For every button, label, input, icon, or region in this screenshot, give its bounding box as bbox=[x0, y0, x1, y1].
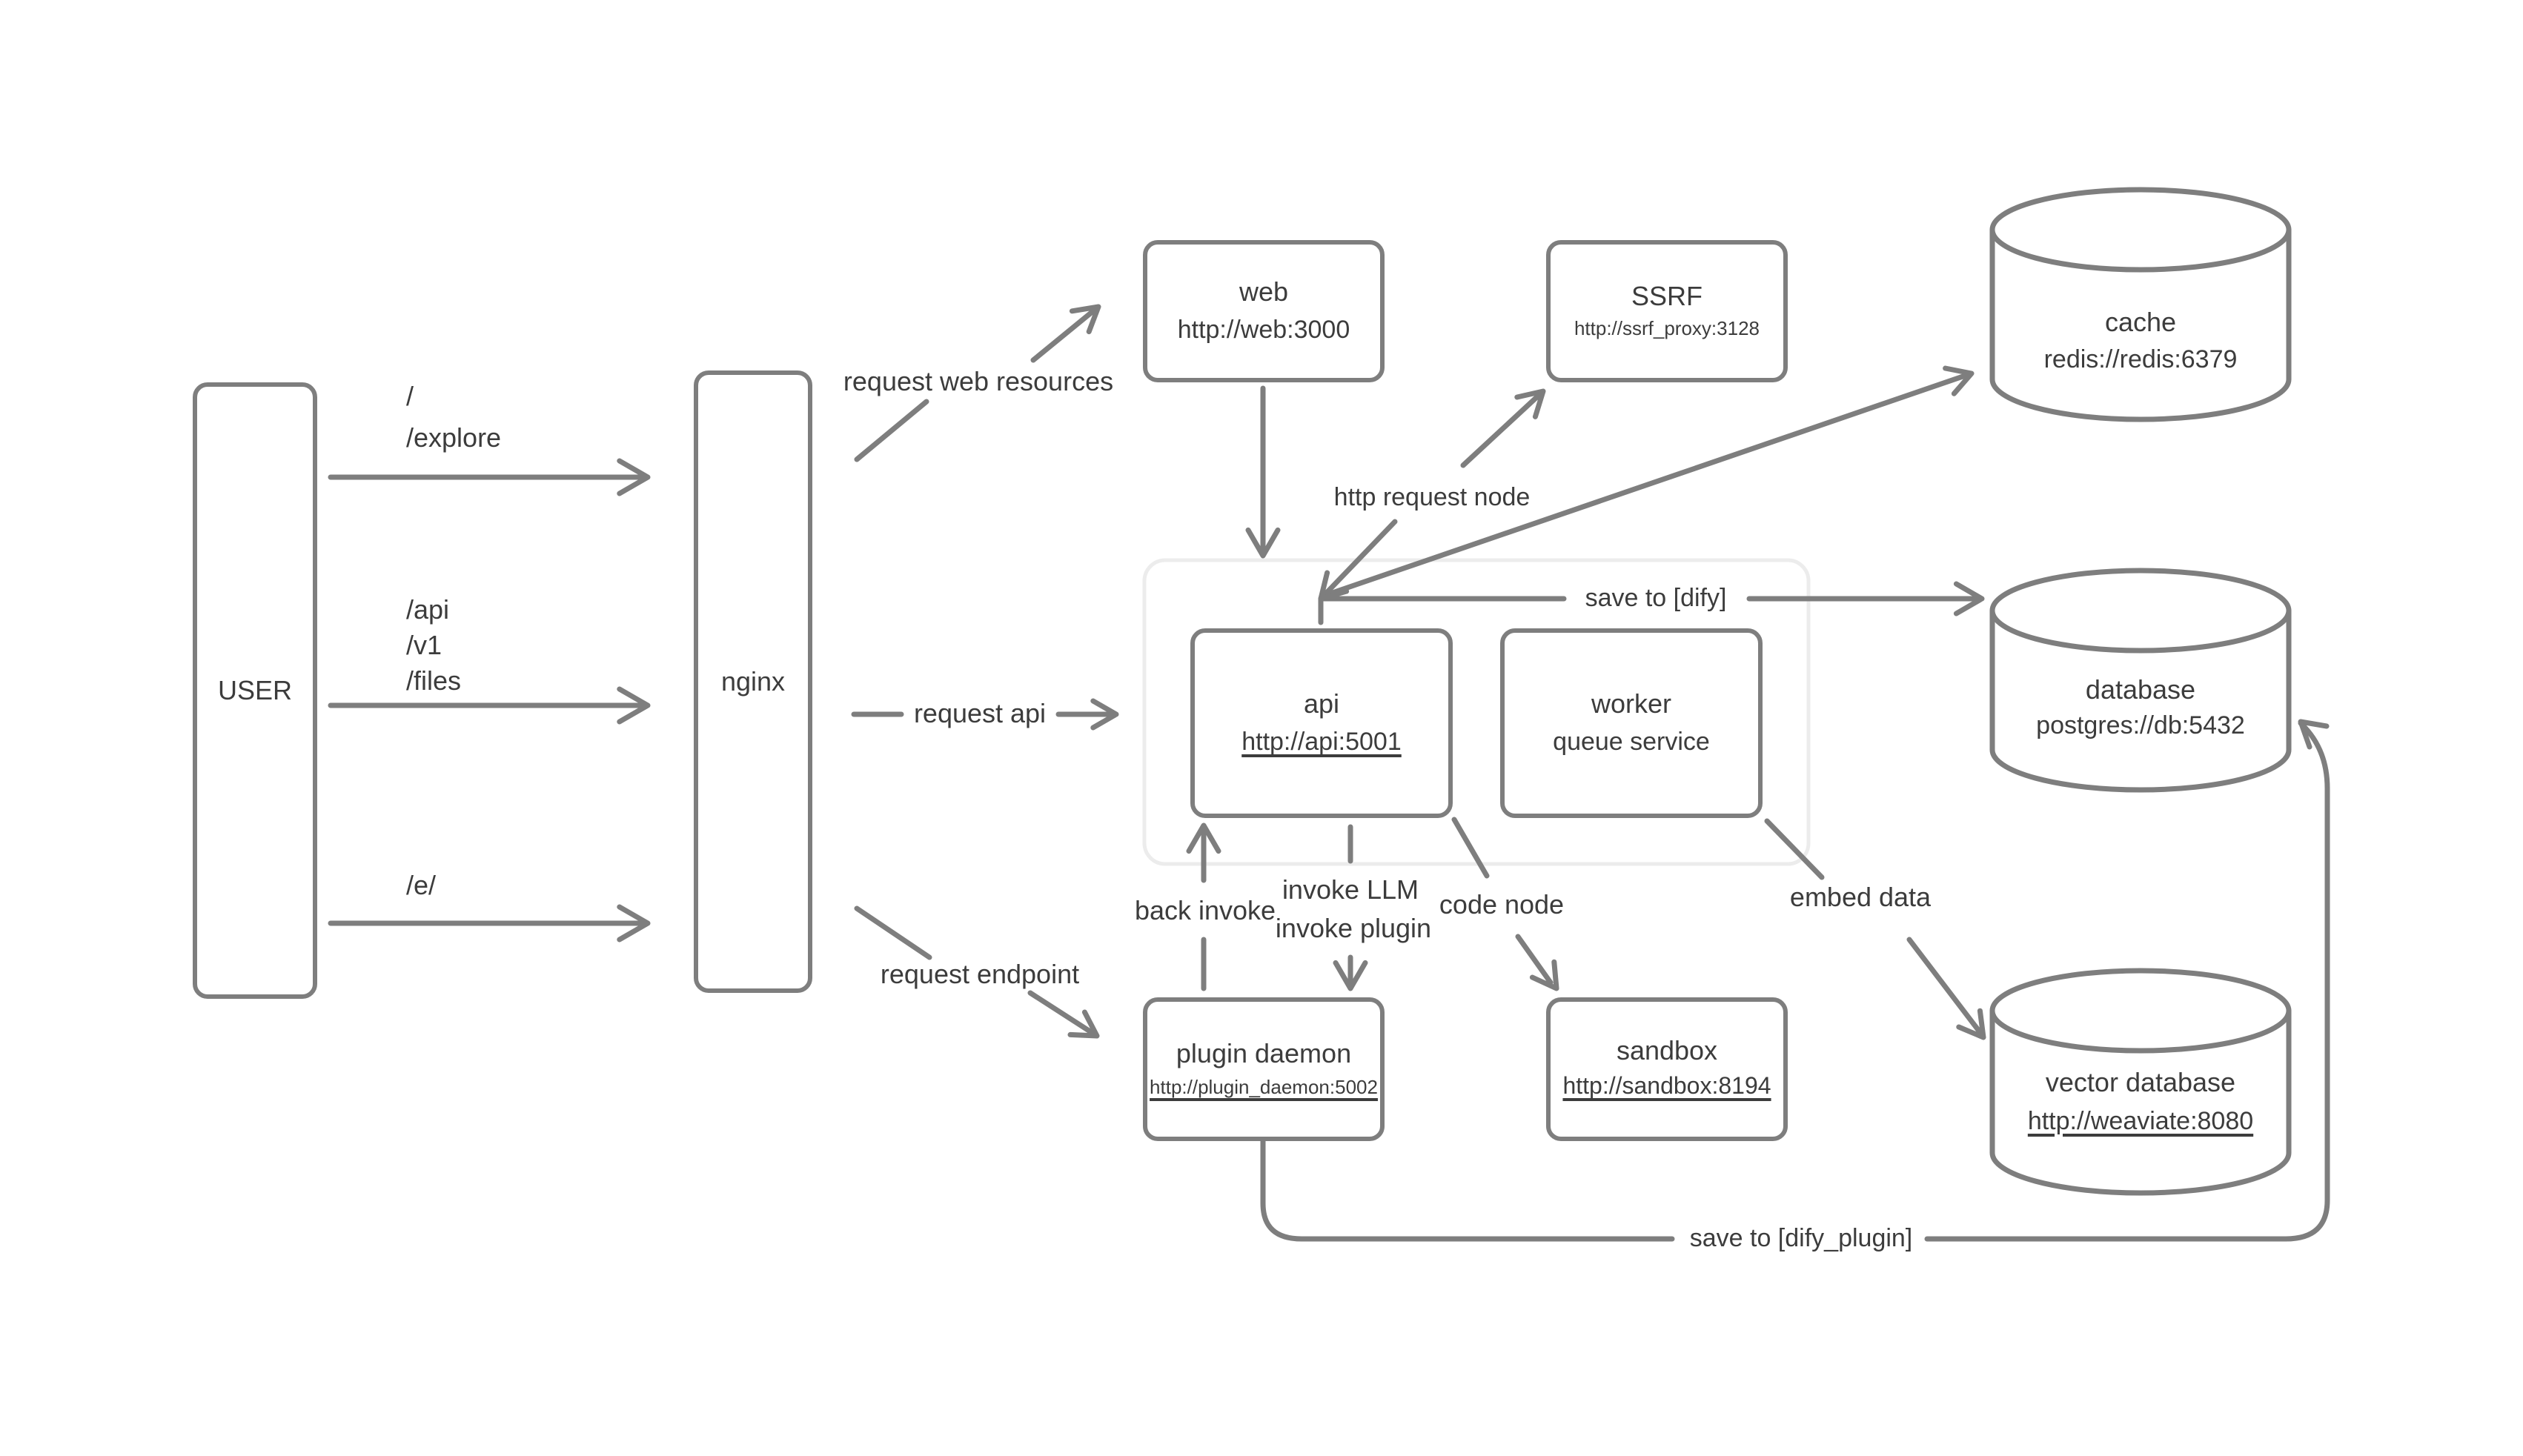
node-nginx bbox=[694, 370, 812, 993]
label-request-web-resources: request web resources bbox=[843, 367, 1114, 396]
label-save-to-dify-plugin: save to [dify_plugin] bbox=[1689, 1224, 1913, 1252]
edge-save-dify-plugin-left bbox=[1263, 1141, 1672, 1239]
node-plugin-daemon bbox=[1143, 997, 1385, 1141]
label-invoke-plugin: invoke plugin bbox=[1275, 914, 1432, 943]
edge-invoke-arrow bbox=[1336, 957, 1365, 988]
node-api bbox=[1190, 628, 1453, 818]
label-http-request-node: http request node bbox=[1333, 483, 1531, 511]
api-url-link[interactable]: http://api:5001 bbox=[1241, 728, 1402, 757]
edge-user-nginx-root bbox=[331, 461, 648, 493]
sandbox-title: sandbox bbox=[1616, 1036, 1718, 1066]
node-ssrf bbox=[1546, 240, 1788, 382]
plugin-daemon-title: plugin daemon bbox=[1176, 1039, 1352, 1069]
vector-db-cylinder-top bbox=[1992, 971, 2289, 1051]
edge-code-node-seg2 bbox=[1518, 937, 1556, 988]
database-title: database bbox=[2085, 675, 2196, 705]
label-route-v1: /v1 bbox=[406, 631, 442, 660]
edge-embed-seg2 bbox=[1909, 940, 1983, 1037]
edge-embed-seg1 bbox=[1767, 821, 1822, 877]
worker-subtitle: queue service bbox=[1553, 728, 1710, 757]
label-route-e: /e/ bbox=[406, 871, 437, 900]
cache-url: redis://redis:6379 bbox=[2043, 345, 2238, 373]
edge-request-web-seg1 bbox=[857, 402, 926, 459]
web-title: web bbox=[1239, 277, 1289, 308]
edge-back-invoke-up bbox=[1189, 825, 1219, 880]
node-user bbox=[193, 382, 317, 999]
label-embed-data: embed data bbox=[1789, 882, 1932, 912]
plugin-daemon-url-link[interactable]: http://plugin_daemon:5002 bbox=[1150, 1075, 1378, 1098]
label-route-api: /api bbox=[406, 595, 450, 625]
node-web bbox=[1143, 240, 1385, 382]
label-request-endpoint: request endpoint bbox=[880, 960, 1080, 989]
edge-request-endpoint-seg1 bbox=[857, 908, 929, 957]
worker-title: worker bbox=[1591, 689, 1671, 719]
label-route-explore: /explore bbox=[406, 423, 502, 453]
edge-code-node-seg1 bbox=[1454, 820, 1487, 876]
edge-save-dify-plugin-right bbox=[1927, 722, 2327, 1239]
user-label: USER bbox=[217, 675, 292, 705]
node-sandbox bbox=[1546, 997, 1788, 1141]
edge-request-web-seg2 bbox=[1033, 307, 1098, 360]
edge-ssrf-seg2 bbox=[1463, 391, 1543, 465]
edge-user-nginx-e bbox=[331, 907, 648, 940]
web-url: http://web:3000 bbox=[1177, 316, 1350, 345]
label-invoke-llm: invoke LLM bbox=[1282, 875, 1419, 905]
label-route-root: / bbox=[406, 382, 414, 411]
edge-request-endpoint-seg2 bbox=[1030, 993, 1097, 1036]
label-route-files: /files bbox=[406, 666, 462, 696]
node-worker bbox=[1500, 628, 1763, 818]
edge-user-nginx-api bbox=[331, 689, 648, 722]
vector-db-url-link[interactable]: http://weaviate:8080 bbox=[2027, 1107, 2254, 1135]
ssrf-url: http://ssrf_proxy:3128 bbox=[1574, 317, 1760, 340]
edge-web-down bbox=[1248, 388, 1278, 556]
edge-save-dify-right bbox=[1749, 584, 1982, 614]
cache-title: cache bbox=[2104, 308, 2177, 337]
cache-cylinder-top bbox=[1992, 190, 2289, 270]
edge-request-api-arrow bbox=[1058, 701, 1116, 728]
label-save-to-dify: save to [dify] bbox=[1585, 584, 1727, 612]
database-url: postgres://db:5432 bbox=[2036, 711, 2245, 739]
label-request-api: request api bbox=[913, 699, 1047, 728]
label-code-node: code node bbox=[1439, 890, 1565, 920]
nginx-label: nginx bbox=[720, 666, 786, 697]
ssrf-title: SSRF bbox=[1631, 281, 1703, 311]
sandbox-url-link[interactable]: http://sandbox:8194 bbox=[1562, 1074, 1771, 1100]
api-title: api bbox=[1303, 689, 1340, 719]
label-back-invoke: back invoke bbox=[1134, 896, 1276, 925]
vector-db-title: vector database bbox=[2045, 1068, 2236, 1097]
database-cylinder-top bbox=[1992, 571, 2289, 651]
